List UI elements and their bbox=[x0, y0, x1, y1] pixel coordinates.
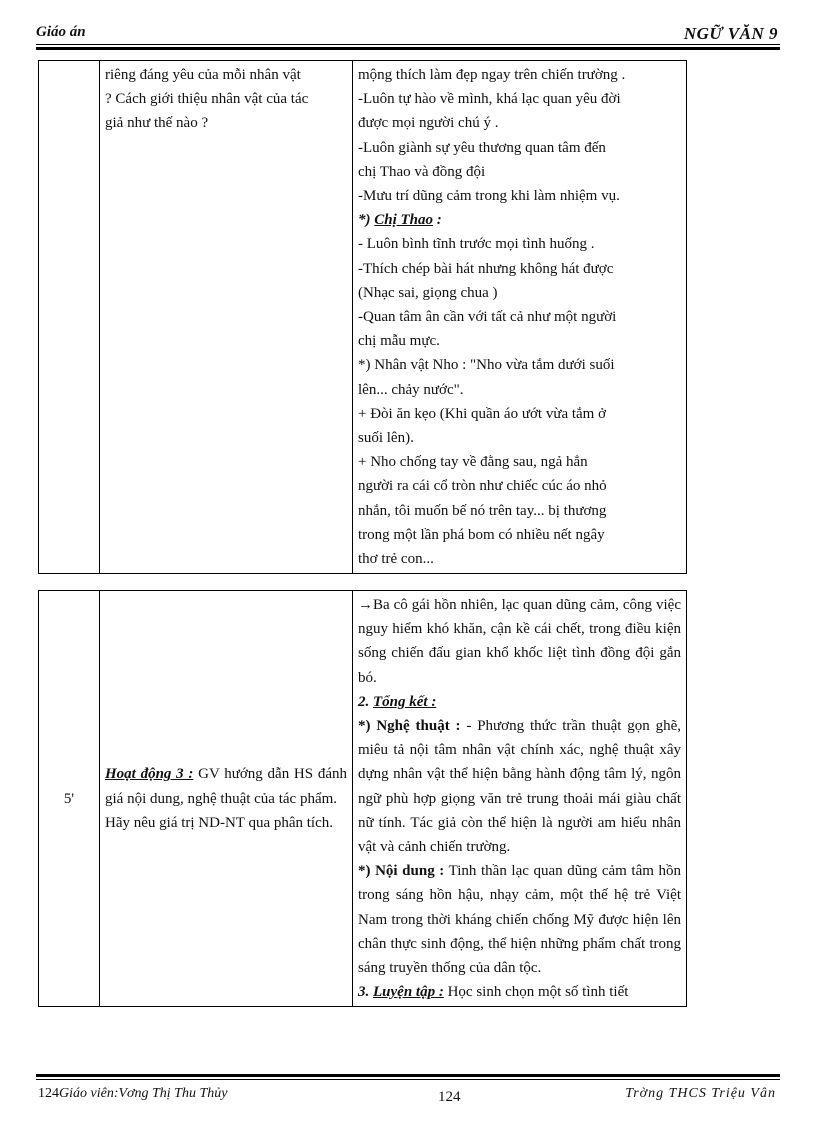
text-line: ? Cách giới thiệu nhân vật của tác bbox=[105, 91, 309, 108]
activity-label: Hoạt động 3 : bbox=[105, 766, 194, 783]
text-line: suối lên). bbox=[358, 430, 414, 447]
section-number: 2. bbox=[358, 693, 370, 710]
text-line: lên... chảy nước". bbox=[358, 381, 464, 398]
text-line: trong một lần phá bom có nhiều nết ngây bbox=[358, 526, 605, 543]
text-line: chị Thao và đồng đội bbox=[358, 163, 486, 180]
footer-page-number: 124 bbox=[438, 1089, 461, 1105]
lesson-table-2 bbox=[38, 590, 687, 1007]
footer-school: Trờng THCS Triệu Vân bbox=[625, 1086, 776, 1101]
activity-cell bbox=[100, 591, 353, 1007]
art-label: *) Nghệ thuật : bbox=[358, 718, 461, 735]
text-line: người ra cái cổ tròn như chiếc cúc áo nhỏ bbox=[358, 478, 607, 495]
text-line: mộng thích làm đẹp ngay trên chiến trường . bbox=[358, 67, 626, 83]
header-rule-thin bbox=[36, 44, 780, 45]
section-number: 3. bbox=[358, 984, 370, 1001]
text-line: thơ trẻ con... bbox=[358, 551, 434, 568]
footer-teacher-name: Giáo viên:Vơng Thị Thu Thủy bbox=[59, 1086, 228, 1101]
heading-prefix: *) bbox=[358, 212, 371, 229]
art-text: - Phương thức trần thuật gọn ghẽ, miêu tả nội tâm nhân vật chính xác, nghệ thuật xây dựng nhân vật thể hiện bằng hành động tâm lý, ngôn ngữ phù hợp giọng văn trẻ trung thoải mái giàu chất nữ tính. Tác giả còn thể hiện là người am hiểu nhân vật và cảnh chiến trường. bbox=[358, 718, 682, 856]
section-title: Tổng kết : bbox=[373, 693, 437, 710]
section-heading-tong-ket bbox=[358, 690, 681, 714]
content-cell bbox=[353, 591, 687, 1007]
text-line: chị mẫu mực. bbox=[358, 333, 440, 350]
practice-paragraph bbox=[358, 980, 681, 1004]
header-rule-thick bbox=[36, 47, 780, 50]
header-subject: NGỮ VĂN 9 bbox=[683, 24, 778, 43]
footer-rule-thin bbox=[36, 1079, 780, 1080]
time-cell: 5' bbox=[39, 591, 100, 1007]
time-cell bbox=[39, 61, 100, 574]
table-row bbox=[39, 61, 687, 574]
content-label: *) Nội dung : bbox=[358, 863, 445, 880]
text-line: nhắn, tôi muốn bế nó trên tay... bị thương bbox=[358, 502, 607, 519]
activity-text: GV hướng dẫn HS đánh giá nội dung, nghệ thuật của tác phẩm. bbox=[105, 766, 347, 807]
text-line: -Luôn giành sự yêu thương quan tâm đến bbox=[358, 139, 606, 156]
text-line: riêng đáng yêu của mỗi nhân vật bbox=[105, 67, 301, 83]
practice-text: Học sinh chọn một số tình tiết bbox=[447, 984, 629, 1001]
text-line: giả như thế nào ? bbox=[105, 115, 209, 132]
heading-suffix: : bbox=[436, 212, 442, 229]
table-row bbox=[39, 591, 687, 1007]
footer-page-prefix: 124 bbox=[38, 1086, 59, 1101]
activity-question: Hãy nêu giá trị ND-NT qua phân tích. bbox=[105, 814, 333, 831]
content-text: Tinh thần lạc quan dũng cảm tâm hồn trong sáng hồn hậu, nhạy cảm, một thế hệ trẻ Việt Nam trong thời kháng chiến chống Mỹ được hiện lên chân thực sinh động, thể hiện những phẩm chất trong sáng truyền thống của dân tộc. bbox=[358, 863, 681, 977]
art-paragraph bbox=[358, 714, 681, 859]
text-line: -Mưu trí dũng cảm trong khi làm nhiệm vụ. bbox=[358, 188, 620, 205]
lesson-table-1 bbox=[38, 60, 687, 574]
content-paragraph bbox=[358, 859, 681, 980]
summary-paragraph: →Ba cô gái hồn nhiên, lạc quan dũng cảm, công việc nguy hiểm khó khăn, cận kề cái chết, trong điều kiện sống chiến đấu gian khổ khốc liệt tình đồng đội gắn bó. bbox=[358, 597, 681, 686]
text-line: *) Nhân vật Nho : "Nho vừa tắm dưới suối bbox=[358, 357, 615, 374]
text-line: -Luôn tự hào về mình, khá lạc quan yêu đời bbox=[358, 91, 621, 108]
text-line: (Nhạc sai, giọng chua ) bbox=[358, 284, 498, 301]
text-line: + Nho chống tay về đằng sau, ngả hẳn bbox=[358, 454, 588, 471]
heading-chi-thao bbox=[358, 208, 681, 232]
footer-rule-thick bbox=[36, 1074, 780, 1077]
text-line: -Quan tâm ân cần với tất cả như một người bbox=[358, 309, 617, 326]
content-cell bbox=[353, 61, 687, 574]
text-line: được mọi người chú ý . bbox=[358, 115, 499, 132]
text-line: + Đòi ăn kẹo (Khi quần áo ướt vừa tắm ở bbox=[358, 405, 607, 422]
heading-title: Chị Thao bbox=[374, 212, 434, 229]
activity-cell bbox=[100, 61, 353, 574]
section-title: Luyện tập : bbox=[373, 984, 444, 1001]
footer-teacher bbox=[38, 1086, 227, 1102]
text-line: -Thích chép bài hát nhưng không hát được bbox=[358, 260, 614, 277]
text-line: - Luôn bình tĩnh trước mọi tình huống . bbox=[358, 236, 595, 253]
header-doc-type: Giáo án bbox=[36, 24, 86, 40]
activity-block bbox=[105, 766, 347, 806]
